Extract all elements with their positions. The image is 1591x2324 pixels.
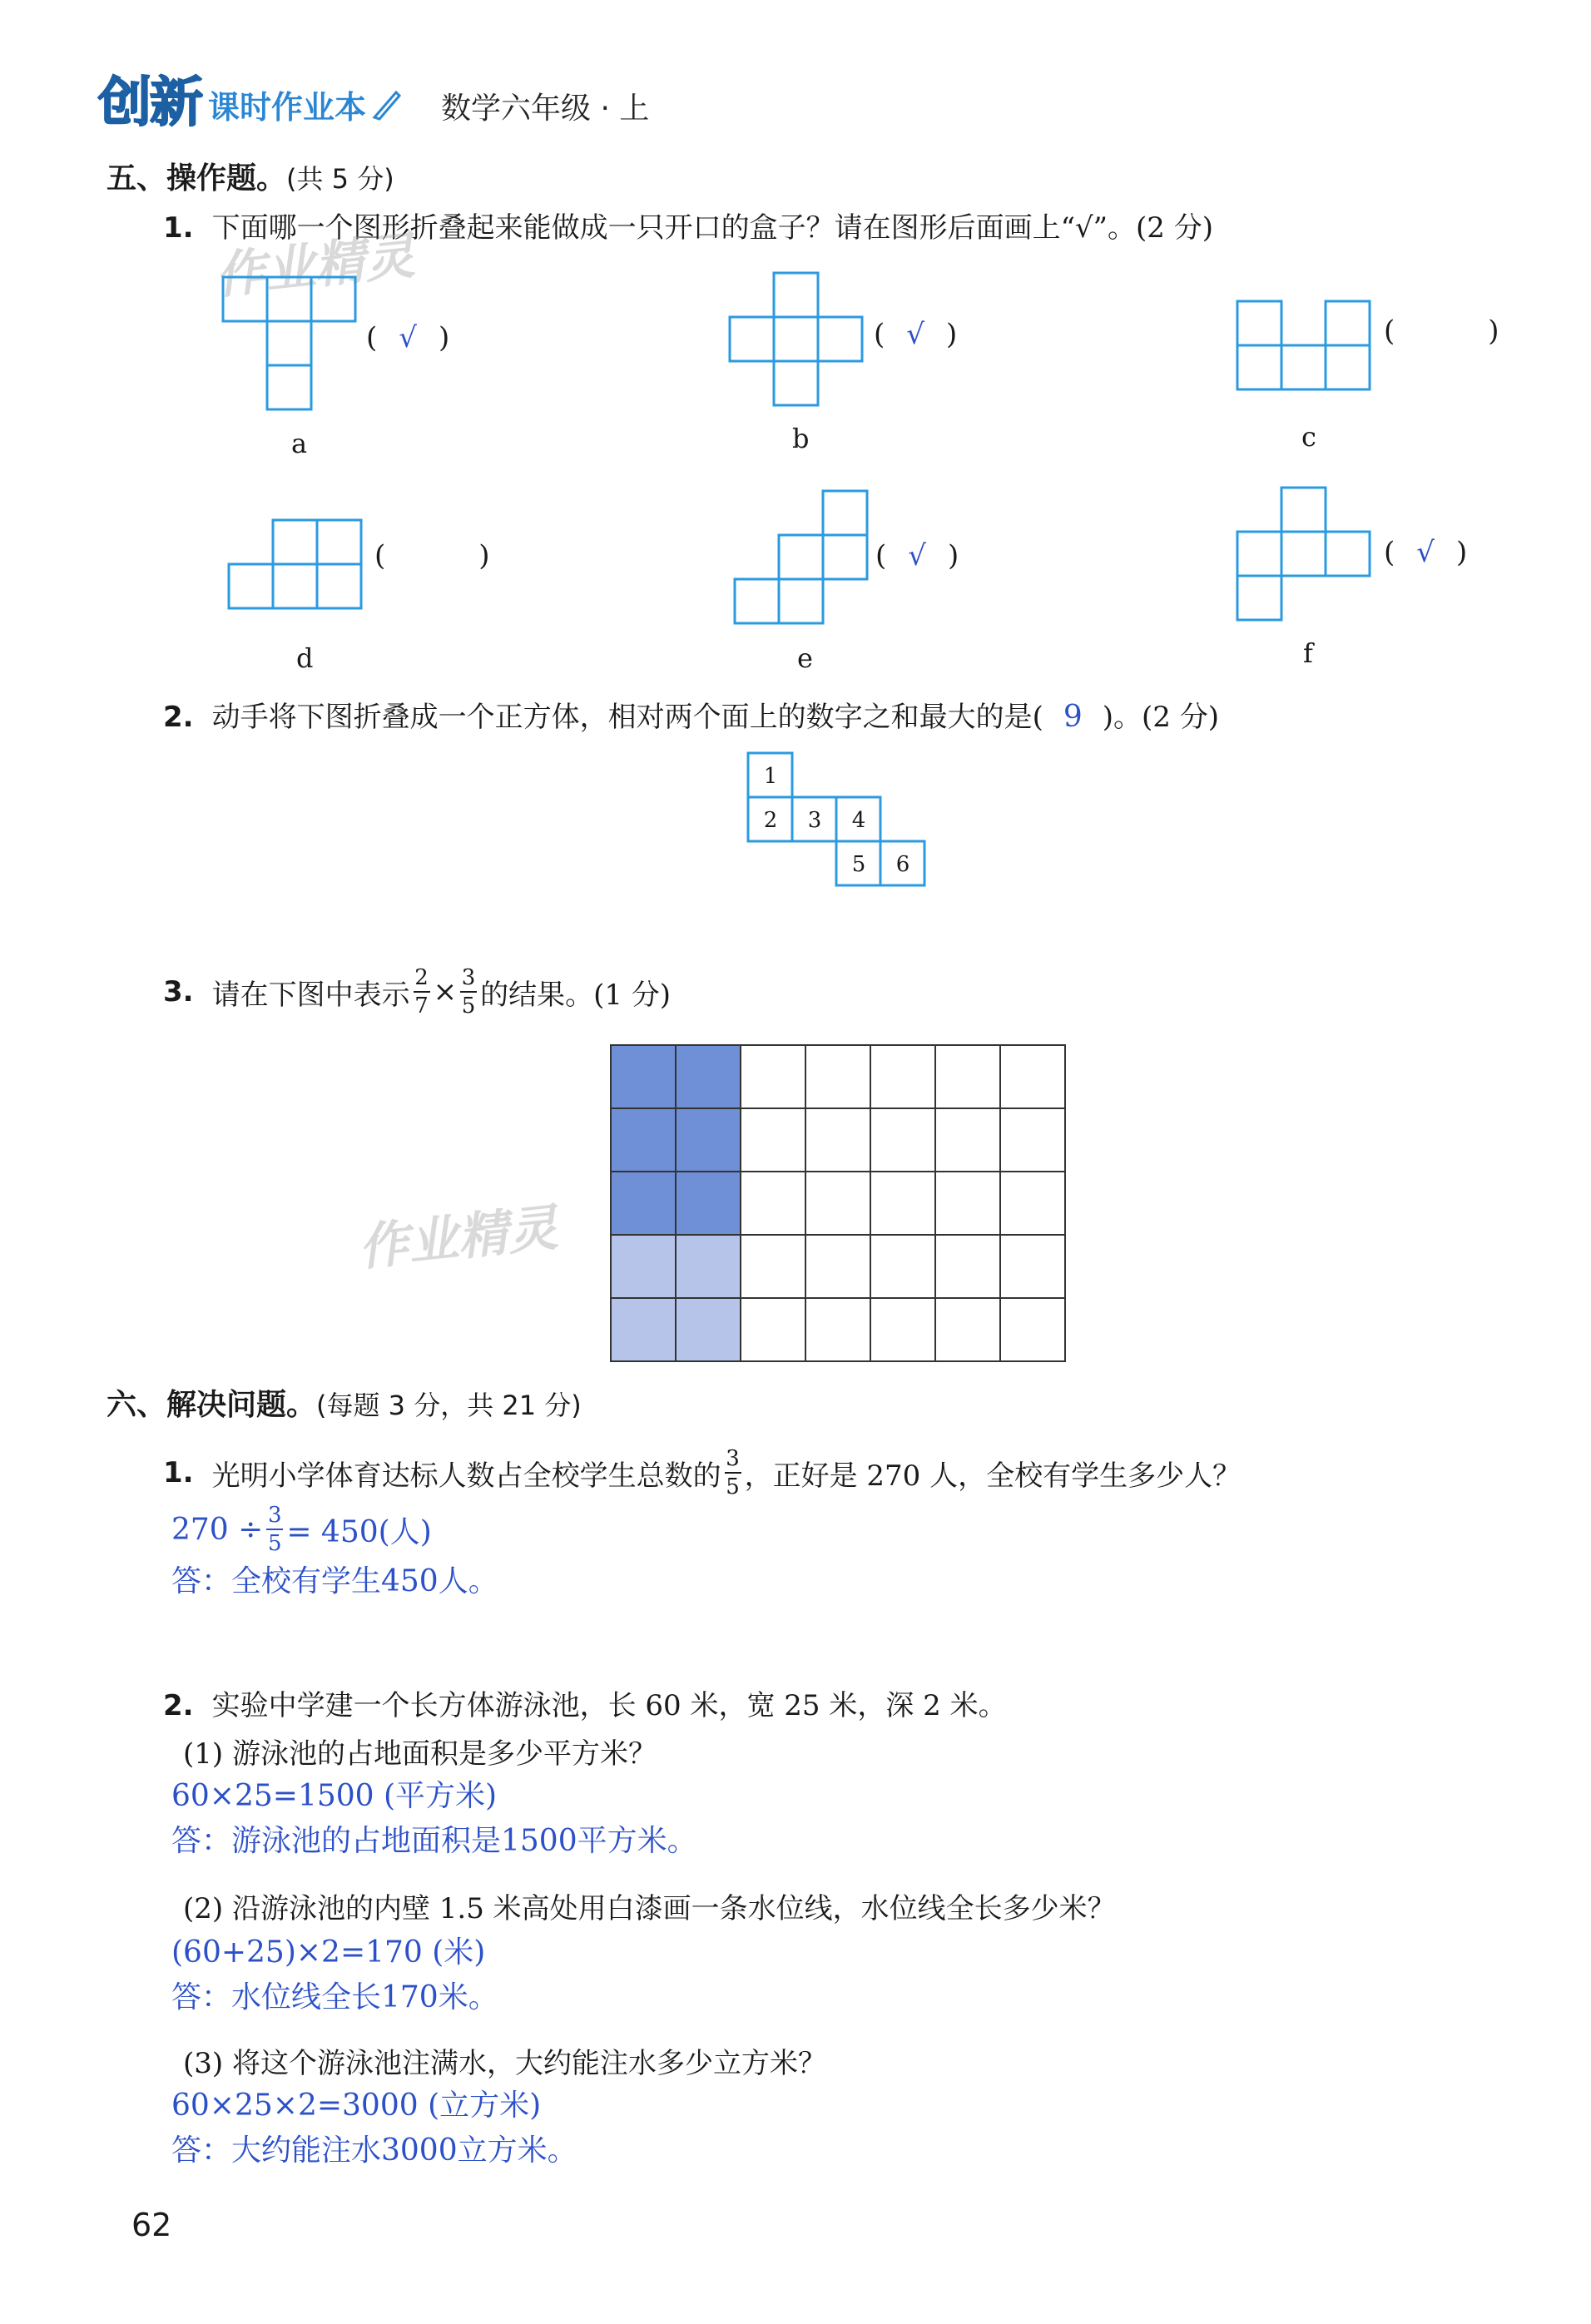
grid-cell[interactable]	[611, 1045, 676, 1108]
watermark-2: 作业精灵	[355, 1198, 561, 1278]
grid-cell[interactable]	[805, 1172, 870, 1235]
question-text: 请在下图中表示	[211, 978, 410, 1012]
question-number: 3.	[163, 975, 194, 1008]
calc-6-2-1: 60×25=1500 (平方米)	[171, 1779, 498, 1813]
question-number: 2.	[163, 701, 194, 734]
grid-cell[interactable]	[935, 1235, 1000, 1298]
grid-cell[interactable]	[935, 1172, 1000, 1235]
numerator: 3	[268, 1503, 282, 1528]
numerator: 2	[414, 965, 429, 990]
grid-cell[interactable]	[1000, 1298, 1065, 1361]
net-a	[223, 277, 355, 409]
option-c-mark[interactable]: ( )	[1384, 315, 1499, 348]
face-1: 1	[763, 764, 778, 789]
brand-logo: 创新	[98, 72, 201, 134]
question-5-2	[163, 694, 1219, 735]
grid-cell[interactable]	[935, 1045, 1000, 1108]
page-number: 62	[131, 2207, 172, 2243]
fraction-2-7	[414, 967, 430, 1017]
grid-cell[interactable]	[1000, 1172, 1065, 1235]
question-text: 下面哪一个图形折叠起来能做成一只开口的盒子？请在图形后面画上“√”。(2 分)	[211, 211, 1213, 245]
fraction-grid[interactable]	[607, 1042, 1073, 1366]
grid-cell[interactable]	[805, 1045, 870, 1108]
option-b-mark[interactable]: ( √ )	[874, 318, 958, 351]
option-a-label: a	[291, 428, 308, 459]
watermark: 作业精灵	[212, 226, 418, 306]
calc-6-2-3: 60×25×2=3000 (立方米)	[171, 2089, 542, 2123]
grid-cell[interactable]	[935, 1108, 1000, 1172]
section-6-note: (每题 3 分，共 21 分)	[316, 1390, 582, 1421]
option-b-label: b	[792, 423, 810, 454]
grid-cell[interactable]	[805, 1298, 870, 1361]
numbered-cube-net	[0, 741, 1591, 890]
question-6-2	[163, 1682, 1007, 1723]
grade-label: 数学六年级 · 上	[441, 92, 650, 126]
answer-6-1: 答：全校有学生450人。	[171, 1564, 498, 1598]
grid-cell[interactable]	[805, 1235, 870, 1298]
fraction-3-5	[725, 1448, 741, 1498]
check-mark: √	[399, 321, 417, 354]
option-a-mark[interactable]: ( √ )	[366, 321, 450, 354]
answer-6-2-3: 答：大约能注水3000立方米。	[171, 2133, 577, 2168]
grid-cell[interactable]	[611, 1108, 676, 1172]
grid-cell[interactable]	[870, 1172, 935, 1235]
question-number: 1.	[163, 1456, 194, 1489]
grid-cell[interactable]	[676, 1298, 741, 1361]
numerator: 3	[726, 1446, 740, 1471]
answer-fraction	[266, 1504, 283, 1554]
calc-left: 270 ÷	[171, 1512, 264, 1547]
grid-cell[interactable]	[676, 1108, 741, 1172]
grid-cell[interactable]	[741, 1108, 805, 1172]
calc-6-2-2: (60+25)×2=170 (米)	[171, 1935, 486, 1970]
question-number: 1.	[163, 211, 194, 245]
grid-cell[interactable]	[1000, 1108, 1065, 1172]
grid-cell[interactable]	[741, 1235, 805, 1298]
denominator: 5	[268, 1531, 282, 1556]
grid-cell[interactable]	[676, 1172, 741, 1235]
question-text-end: 的结果。(1 分)	[480, 978, 672, 1012]
option-e-mark[interactable]: ( √ )	[875, 539, 959, 572]
calc-right: = 450(人)	[286, 1514, 432, 1549]
question-6-1	[163, 1448, 1241, 1498]
option-d-mark[interactable]: ( )	[374, 539, 490, 572]
question-text: 光明小学体育达标人数占全校学生总数的	[211, 1459, 721, 1493]
grid-cell[interactable]	[870, 1108, 935, 1172]
question-6-2-3: (3) 将这个游泳池注满水，大约能注水多少立方米？	[183, 2047, 826, 2080]
face-5: 5	[851, 852, 866, 877]
denominator: 5	[726, 1474, 740, 1499]
answer-6-2-2: 答：水位线全长170米。	[171, 1980, 498, 2014]
net-c	[1237, 301, 1370, 389]
grid-cell[interactable]	[611, 1172, 676, 1235]
net-f	[1237, 488, 1370, 620]
option-c-label: c	[1301, 421, 1316, 453]
check-mark: √	[906, 318, 924, 351]
grid-cell[interactable]	[676, 1045, 741, 1108]
question-6-2-1: (1) 游泳池的占地面积是多少平方米？	[183, 1737, 657, 1771]
grid-cell[interactable]	[935, 1298, 1000, 1361]
question-text-end: ，正好是 270 人，全校有学生多少人？	[744, 1459, 1242, 1493]
check-mark: √	[1416, 536, 1435, 569]
grid-cell[interactable]	[676, 1235, 741, 1298]
option-f-label: f	[1303, 637, 1313, 669]
net-b	[730, 273, 862, 405]
section-5-note: (共 5 分)	[286, 163, 394, 195]
numerator: 3	[461, 965, 476, 990]
denominator: 7	[414, 994, 429, 1018]
grid-cell[interactable]	[611, 1298, 676, 1361]
question-text: 动手将下图折叠成一个正方体，相对两个面上的数字之和最大的是(	[211, 701, 1043, 734]
question-number: 2.	[163, 1689, 194, 1722]
question-5-3	[163, 967, 671, 1017]
section-6-heading: 六、解决问题。	[107, 1388, 317, 1422]
option-f-mark[interactable]: ( √ )	[1384, 536, 1468, 569]
grid-cell[interactable]	[870, 1298, 935, 1361]
grid-cell[interactable]	[805, 1108, 870, 1172]
grid-cell[interactable]	[1000, 1045, 1065, 1108]
face-6: 6	[895, 852, 910, 877]
grid-cell[interactable]	[870, 1235, 935, 1298]
grid-cell[interactable]	[870, 1045, 935, 1108]
face-3: 3	[807, 808, 822, 833]
times-sign: ×	[433, 975, 458, 1008]
net-d	[229, 520, 361, 608]
question-6-2-2: (2) 沿游泳池的内壁 1.5 米高处用白漆画一条水位线，水位线全长多少米？	[183, 1892, 1116, 1925]
grid-cell[interactable]	[741, 1045, 805, 1108]
answer-6-1-calc	[171, 1504, 432, 1554]
grid-cell[interactable]	[1000, 1235, 1065, 1298]
net-e	[735, 491, 867, 623]
grid-cell[interactable]	[741, 1298, 805, 1361]
denominator: 5	[461, 994, 476, 1018]
question-text: 实验中学建一个长方体游泳池，长 60 米，宽 25 米，深 2 米。	[211, 1689, 1007, 1722]
section-5-heading: 五、操作题。	[107, 161, 287, 196]
answer-6-2-1: 答：游泳池的占地面积是1500平方米。	[171, 1824, 697, 1858]
face-2: 2	[763, 808, 778, 833]
check-mark: √	[908, 539, 926, 572]
option-d-label: d	[296, 642, 314, 674]
face-4: 4	[851, 808, 866, 833]
brand-subtitle: 课时作业本	[208, 88, 367, 126]
cube-nets	[0, 0, 1591, 682]
grid-cell[interactable]	[741, 1172, 805, 1235]
section-6-title	[107, 1381, 582, 1424]
option-e-label: e	[797, 642, 813, 674]
grid-cell[interactable]	[611, 1235, 676, 1298]
answer-value[interactable]: 9	[1063, 700, 1083, 734]
question-text-end: )。(2 分)	[1102, 701, 1219, 734]
fraction-3-5	[460, 967, 477, 1017]
